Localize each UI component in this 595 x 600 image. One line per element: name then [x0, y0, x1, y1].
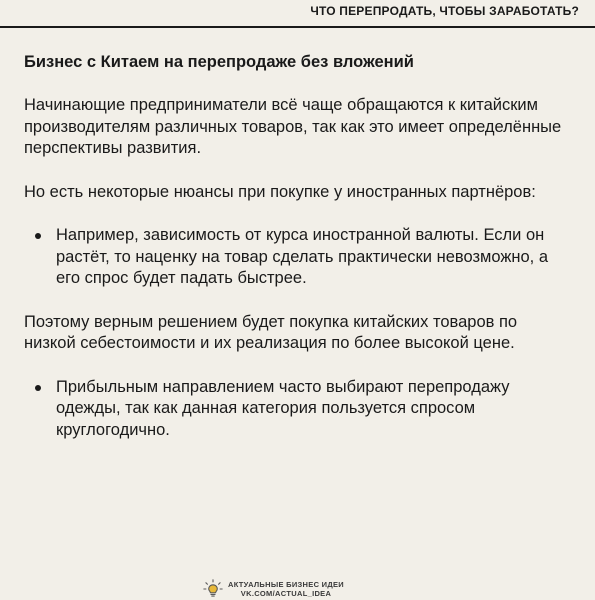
footer-link[interactable]: VK.COM/ACTUAL_IDEA — [240, 589, 332, 598]
bullet-text: Прибыльным направлением часто выбирают перепродажу одежды, так как данная категория пользуется спросом круглогодично. — [56, 377, 510, 439]
solution-paragraph: Поэтому верным решением будет покупка китайских товаров по низкой себестоимости и их реализация по более высокой цене. — [24, 312, 518, 352]
nuances-paragraph: Но есть некоторые нюансы при покупке у иностранных партнёров: — [24, 182, 536, 201]
bullet-dot — [35, 385, 41, 391]
intro-paragraph: Начинающие предприниматели всё чаще обращаются к китайским производителям различных товаров, так как это имеет определённые перспективы развития. — [24, 96, 562, 157]
list-item — [24, 377, 569, 442]
list-item — [24, 225, 569, 290]
lightbulb-icon — [203, 579, 223, 599]
article — [24, 52, 569, 463]
footer-brand-name: АКТУАЛЬНЫЕ БИЗНЕС ИДЕИ — [228, 580, 344, 589]
article-title: Бизнес с Китаем на перепродаже без вложений — [24, 53, 414, 71]
bullet-list-2 — [24, 377, 569, 442]
bullet-dot — [35, 233, 41, 239]
header-title: ЧТО ПЕРЕПРОДАТЬ, ЧТОБЫ ЗАРАБОТАТЬ? — [310, 4, 579, 18]
footer-brand[interactable] — [203, 578, 344, 600]
bullet-list-1 — [24, 225, 569, 290]
bullet-text: Например, зависимость от курса иностранной валюты. Если он растёт, то наценку на товар сделать практически невозможно, а его спрос будет падать быстрее. — [56, 226, 549, 287]
footer-text — [228, 580, 344, 598]
header-divider — [0, 26, 595, 28]
